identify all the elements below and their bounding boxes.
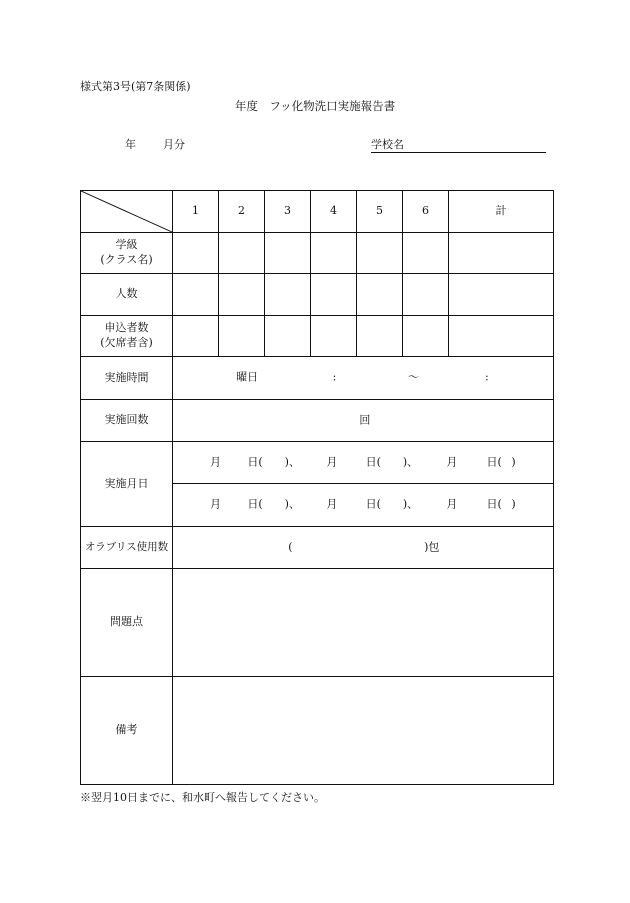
grade-input[interactable] [403,233,449,274]
school-name-field[interactable] [371,139,546,153]
problems-row [81,569,554,677]
orapliz-close-unit: )包 [424,540,440,554]
time-colon-start: : [332,370,337,384]
grade-input[interactable] [265,233,311,274]
year-label: 年 [125,138,136,151]
school-name-label: 学校名 [371,138,404,151]
col-header-4: 4 [311,191,357,233]
day-open-text: 日( [486,497,502,511]
day-open-text: 日( [247,455,263,469]
dates-input-2[interactable] [173,484,554,527]
count-unit: 回 [359,413,371,427]
grade-row [81,233,554,274]
close-comma-text: )、 [284,455,300,469]
people-input[interactable] [357,274,403,316]
dates-row-1 [81,442,554,484]
problems-label: 問題点 [81,569,173,677]
applicants-row [81,316,554,357]
people-input[interactable] [173,274,219,316]
dates-input-1[interactable] [173,442,554,484]
corner-cell [81,191,173,233]
month-text: 月 [326,497,338,511]
col-header-total: 計 [449,191,554,233]
people-input[interactable] [403,274,449,316]
close-comma-text: )、 [402,455,419,469]
orapliz-open: ( [288,540,293,554]
day-open-text: 日( [365,455,381,469]
month-text: 月 [446,497,458,511]
grade-input[interactable] [173,233,219,274]
day-open-text: 日( [365,497,381,511]
remarks-row [81,677,554,785]
orapliz-label: オラブリス使用数 [81,527,173,569]
month-text: 月 [446,455,458,469]
header-row [81,191,554,233]
footnote: ※翌月10日までに、和水町へ報告してください。 [80,791,325,804]
time-tilde: 〜 [408,370,420,384]
month-text: 月 [326,455,338,469]
weekday-text: 曜日 [236,370,259,384]
time-input[interactable] [173,357,554,400]
grade-label: 学級 (クラス名) [81,233,173,274]
close-text: ) [511,497,516,511]
applicants-input[interactable] [357,316,403,357]
grade-input[interactable] [311,233,357,274]
col-header-3: 3 [265,191,311,233]
close-comma-text: )、 [284,497,300,511]
applicants-input[interactable] [265,316,311,357]
remarks-input[interactable] [173,677,554,785]
diagonal-line [81,191,172,232]
month-text: 月 [210,455,222,469]
time-row [81,357,554,400]
people-input[interactable] [265,274,311,316]
grade-input[interactable] [219,233,265,274]
col-header-1: 1 [173,191,219,233]
applicants-label: 申込者数 (欠席者含) [81,316,173,357]
close-text: ) [511,455,516,469]
people-row [81,274,554,316]
time-label: 実施時間 [81,357,173,400]
applicants-input[interactable] [219,316,265,357]
orapliz-row [81,527,554,569]
day-open-text: 日( [247,497,263,511]
applicants-input[interactable] [403,316,449,357]
count-row [81,400,554,442]
time-colon-end: : [485,370,489,384]
report-table [80,190,554,785]
day-open-text: 日( [486,455,502,469]
col-header-6: 6 [403,191,449,233]
grade-input[interactable] [357,233,403,274]
count-input[interactable] [173,400,554,442]
month-text: 月 [210,497,222,511]
applicants-input[interactable] [173,316,219,357]
orapliz-input[interactable] [173,527,554,569]
applicants-input[interactable] [311,316,357,357]
problems-input[interactable] [173,569,554,677]
people-input[interactable] [219,274,265,316]
people-label: 人数 [81,274,173,316]
applicants-total-input[interactable] [449,316,554,357]
count-label: 実施回数 [81,400,173,442]
col-header-2: 2 [219,191,265,233]
form-label: 様式第3号(第7条関係) [80,80,191,93]
month-label: 月分 [163,138,185,151]
people-total-input[interactable] [449,274,554,316]
people-input[interactable] [311,274,357,316]
grade-total-input[interactable] [449,233,554,274]
col-header-5: 5 [357,191,403,233]
close-comma-text: )、 [402,497,419,511]
form-title: 年度 フッ化物洗口実施報告書 [234,99,396,113]
dates-label: 実施月日 [81,442,173,527]
remarks-label: 備考 [81,677,173,785]
